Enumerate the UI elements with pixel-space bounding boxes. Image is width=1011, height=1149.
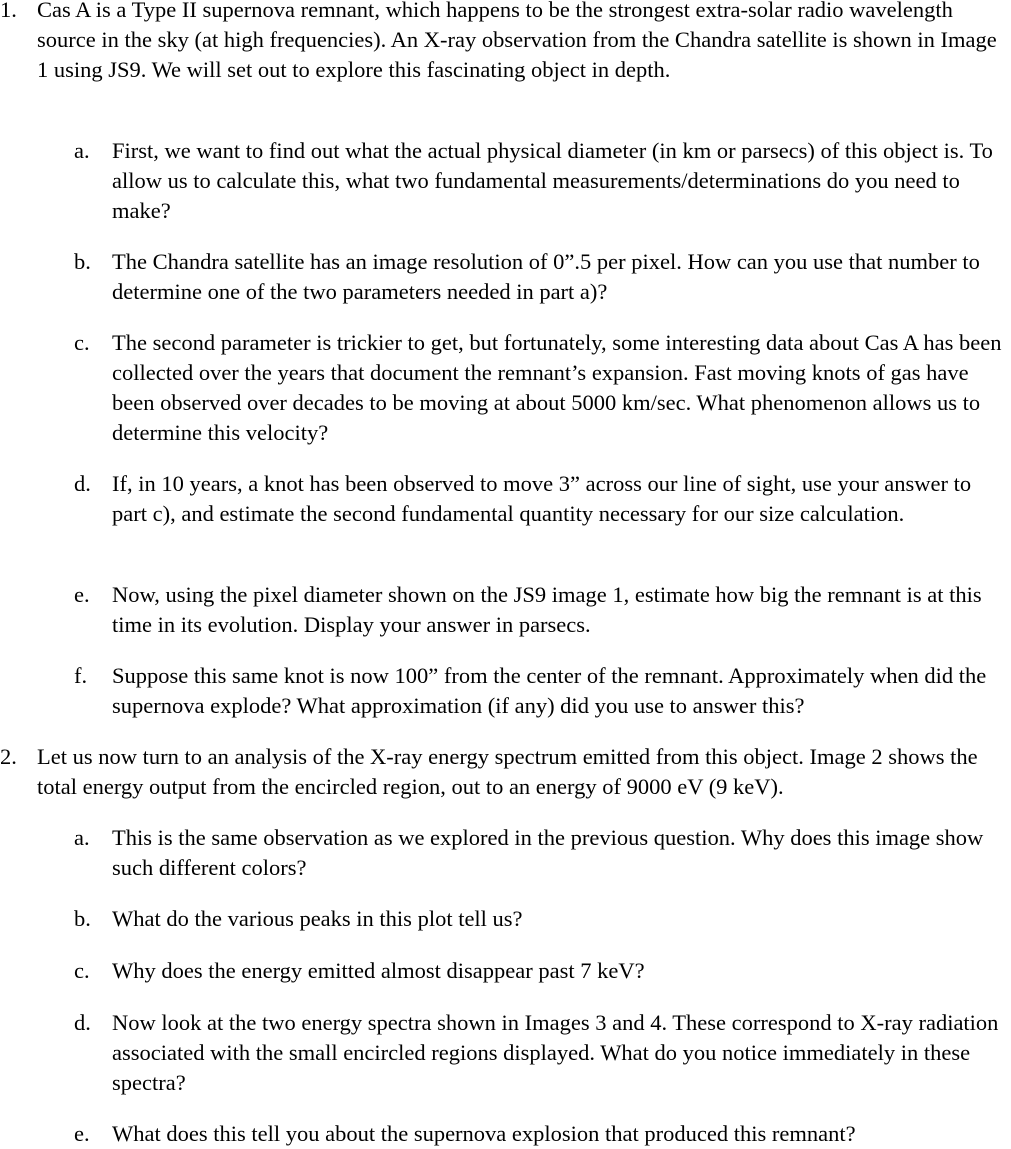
question-text: Cas A is a Type II supernova remnant, which happens to be the strongest extra-solar radio wavelength source in the sky (at high frequencies). An X-ray observation from the Chandra satellite is shown in Image 1 using JS9. We will set out to explore this fascinating object in depth. — [37, 0, 997, 82]
part-label: b. — [74, 906, 91, 931]
part-text: If, in 10 years, a knot has been observed to move 3” across our line of sight, use your answer to part c), and estimate the second fundamental quantity necessary for our size calculation. — [112, 471, 972, 526]
part-text: First, we want to find out what the actual physical diameter (in km or parsecs) of this object is. To allow us to calculate this, what two fundamental measurements/determinations do you need to make? — [112, 138, 993, 223]
part-text: Now, using the pixel diameter shown on the JS9 image 1, estimate how big the remnant is at this time in its evolution. Display your answer in parsecs. — [112, 582, 982, 637]
part-label: e. — [74, 582, 90, 607]
part-label: e. — [74, 1121, 90, 1146]
part-label: c. — [74, 958, 90, 983]
part-label: a. — [74, 825, 90, 850]
part-label: c. — [74, 330, 90, 355]
part-text: This is the same observation as we explored in the previous question. Why does this image show such different colors? — [112, 825, 984, 880]
part-label: d. — [74, 1010, 91, 1035]
part-text: What does this tell you about the supernova explosion that produced this remnant? — [112, 1121, 856, 1146]
question-number: 1. — [0, 0, 17, 22]
part-text: The Chandra satellite has an image resolution of 0”.5 per pixel. How can you use that number to determine one of the two parameters needed in part a)? — [112, 249, 980, 304]
question-number: 2. — [0, 744, 17, 769]
part-label: a. — [74, 138, 90, 163]
part-text: Why does the energy emitted almost disappear past 7 keV? — [112, 958, 645, 983]
question-text: Let us now turn to an analysis of the X-ray energy spectrum emitted from this object. Image 2 shows the total energy output from the encircled region, out to an energy of 9000 eV (9 keV). — [37, 744, 978, 799]
part-label: d. — [74, 471, 91, 496]
part-text: What do the various peaks in this plot tell us? — [112, 906, 523, 931]
part-label: f. — [74, 663, 88, 688]
part-text: Now look at the two energy spectra shown in Images 3 and 4. These correspond to X-ray radiation associated with the small encircled regions displayed. What do you notice immediately in these spectra? — [112, 1010, 999, 1095]
part-label: b. — [74, 249, 91, 274]
part-text: Suppose this same knot is now 100” from the center of the remnant. Approximately when did the supernova explode? What approximation (if any) did you use to answer this? — [112, 663, 987, 718]
part-text: The second parameter is trickier to get, but fortunately, some interesting data about Cas A has been collected over the years that document the remnant’s expansion. Fast moving knots of gas have been observed over decades to be moving at about 5000 km/sec. What phenomenon allows us to determine this velocity? — [112, 330, 1002, 445]
